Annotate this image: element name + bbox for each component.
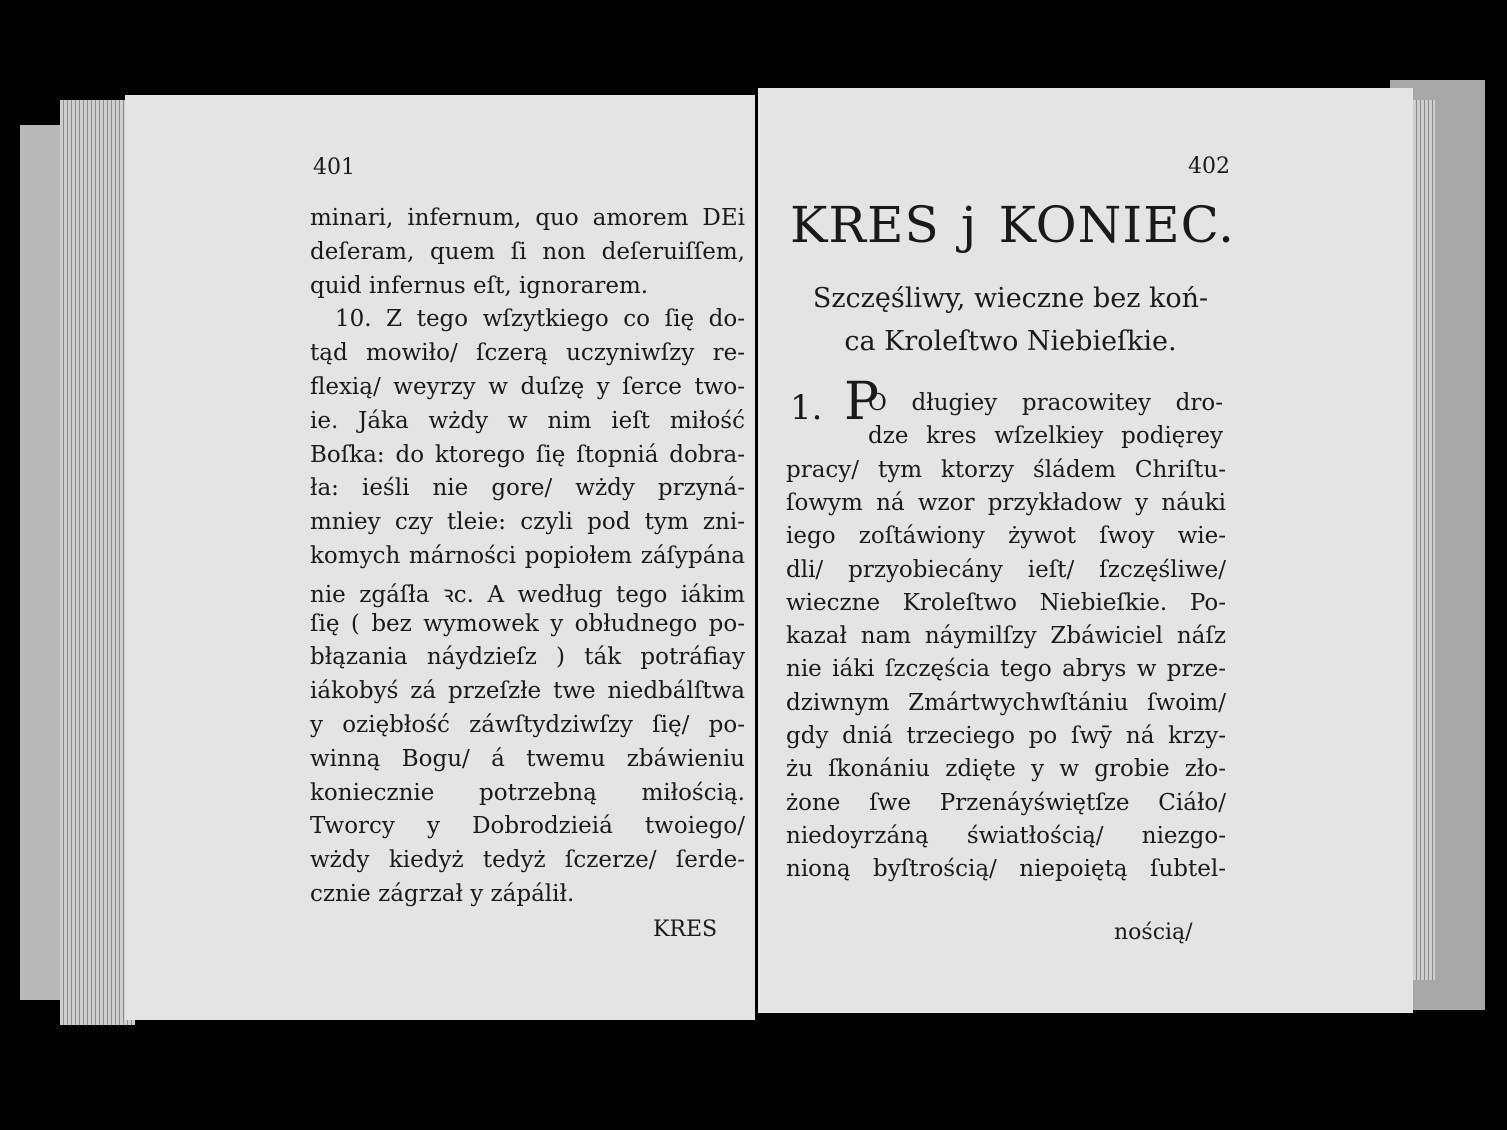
- text-line: ſowym ná wzor przykładow y náuki: [786, 489, 1226, 516]
- text-line: żu ſkonániu zdięte y w grobie zło-: [786, 756, 1226, 783]
- text-line: nioną byſtrością/ niepoiętą ſubtel-: [786, 856, 1226, 883]
- text-line: wieczne Kroleſtwo Niebieſkie. Po-: [786, 589, 1226, 616]
- text-line: dli/ przyobiecány ieſt/ ſzczęśliwe/: [786, 556, 1226, 583]
- chapter-title: KRES j KONIEC.: [790, 196, 1235, 254]
- text-line: winną Bogu/ á twemu zbáwieniu: [310, 745, 745, 772]
- paragraph-number: 1.: [790, 388, 823, 428]
- text-line: koniecznie potrzebną miłością.: [310, 779, 745, 806]
- chapter-subtitle: ca Kroleſtwo Niebieſkie.: [844, 326, 1177, 357]
- page-number: 402: [1188, 154, 1230, 179]
- text-line: komych márności popiołem záſypána: [310, 543, 745, 569]
- text-line: O długiey pracowitey dro-: [868, 390, 1223, 416]
- text-line: ła: ieśli nie gore/ wżdy przyná-: [310, 475, 745, 502]
- text-line: y oziębłość záwſtydziwſzy ſię/ po-: [310, 712, 745, 738]
- page-edges-left: [60, 100, 135, 1025]
- text-line: flexią/ weyrzy w duſzę y ſerce two-: [310, 374, 745, 400]
- text-line: tąd mowiło/ ſczerą uczyniwſzy re-: [310, 340, 745, 367]
- text-line: dze kres wſzelkiey podięrey: [868, 423, 1223, 450]
- drop-initial: P: [844, 372, 879, 432]
- text-line: Boſka: do ktorego ſię ſtopniá dobra-: [310, 441, 745, 468]
- right-page: [758, 88, 1413, 1013]
- text-line: żone ſwe Przenáyświętſze Ciáło/: [786, 789, 1226, 816]
- text-line: 10. Z tego wſzytkiego co ſię do-: [335, 306, 745, 333]
- text-line: mniey czy tleie: czyli pod tym zni-: [310, 509, 745, 536]
- chapter-subtitle: Szczęśliwy, wieczne bez koń-: [812, 283, 1209, 314]
- text-line: quid infernus eſt, ignorarem.: [310, 272, 649, 299]
- text-line: dziwnym Zmártwychwſtániu ſwoim/: [786, 689, 1226, 716]
- catchword: nością/: [1114, 920, 1193, 945]
- text-line: nie zgáſła ꝛc. A według tego iákim: [310, 581, 745, 608]
- text-line: pracy/ tym ktorzy śládem Chriſtu-: [786, 456, 1226, 483]
- page-number: 401: [313, 155, 355, 180]
- text-line: kazał nam náymilſzy Zbáwiciel náſz: [786, 623, 1226, 650]
- text-line: Tworcy y Dobrodzieiá twoiego/: [310, 813, 745, 840]
- left-page: [125, 95, 755, 1020]
- text-line: iego zoſtáwiony żywot ſwoy wie-: [786, 523, 1226, 550]
- text-line: nie iáki ſzczęścia tego abrys w prze-: [786, 656, 1226, 683]
- text-line: ſię ( bez wymowek y obłudnego po-: [310, 610, 745, 637]
- text-line: cznie zágrzał y zápálił.: [310, 881, 575, 907]
- text-line: deſeram, quem ſi non deſeruiſſem,: [310, 238, 745, 265]
- text-line: ie. Jáka wżdy w nim ieſt miłość: [310, 407, 745, 434]
- catchword: KRES: [653, 917, 718, 942]
- text-line: błązania náydzieſz ) ták potráfiay: [310, 644, 745, 671]
- text-line: iákobyś zá przeſzłe twe niedbálſtwa: [310, 678, 745, 705]
- text-line: minari, infernum, quo amorem DEi: [310, 205, 745, 231]
- text-line: wżdy kiedyż tedyż ſczerze/ ſerde-: [310, 847, 745, 874]
- text-line: gdy dniá trzeciego po ſwȳ ná krzy-: [786, 723, 1226, 749]
- text-line: niedoyrzáną światłością/ niezgo-: [786, 822, 1226, 849]
